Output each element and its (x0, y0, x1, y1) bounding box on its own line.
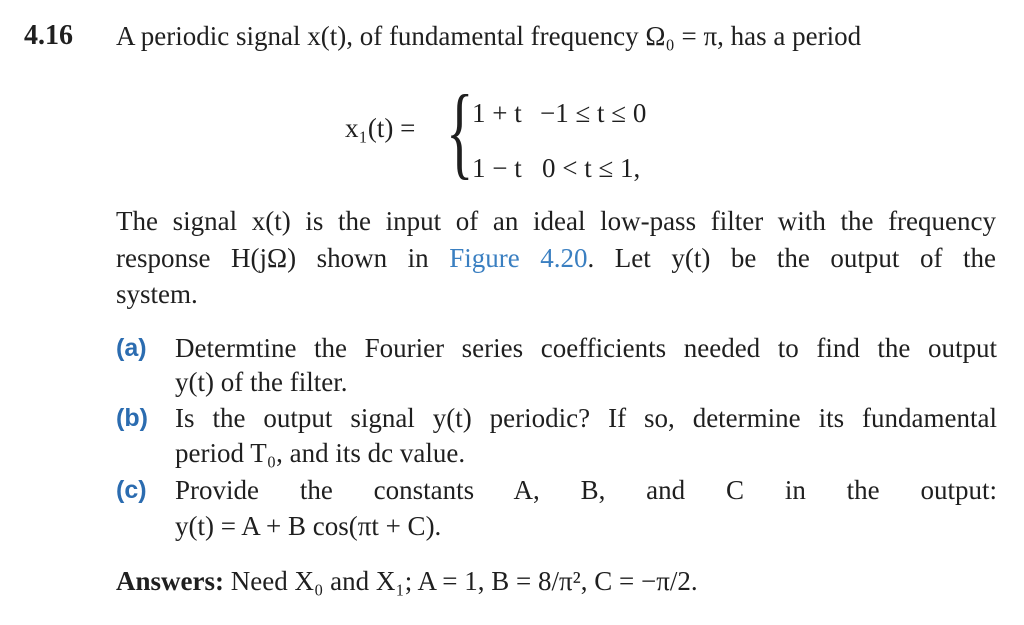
answers-block (116, 563, 698, 599)
case2-expression: 1 − t (472, 153, 522, 183)
paragraph-line-1: The signal x(t) is the input of an ideal low-pass filter with the frequency (116, 206, 996, 236)
part-c-line-1: Provide the constants A, B, and C in the output: (175, 475, 997, 505)
part-c-line-2: y(t) = A + B cos(πt + C). (175, 511, 442, 541)
paragraph-line-2-end: . Let y(t) be the output of the (587, 243, 996, 273)
part-b-line-2: period T₀, and its dc value. (175, 438, 466, 468)
case1-condition: −1 ≤ t ≤ 0 (540, 98, 647, 128)
case2-condition: 0 < t ≤ 1, (542, 153, 641, 183)
problem-number: 4.16 (24, 20, 73, 51)
part-a-line-1: Determtine the Fourier series coefficients needed to find the output (175, 333, 997, 363)
equation-lhs: x₁(t) = (345, 113, 416, 143)
figure-link[interactable]: Figure 4.20 (449, 243, 588, 273)
case1-expression: 1 + t (472, 98, 522, 128)
part-a-line-2: y(t) of the filter. (175, 367, 348, 397)
paragraph-line-3: system. (116, 279, 198, 309)
paragraph-line-2-start: response H(jΩ) shown in (116, 243, 450, 273)
part-b-label: (b) (116, 404, 148, 432)
paragraph-line-2 (116, 240, 996, 276)
part-b-line-1: Is the output signal y(t) periodic? If so, determine its fundamental (175, 403, 997, 433)
answers-label: Answers: (116, 566, 224, 596)
part-a-label: (a) (116, 334, 147, 362)
answers-text: Need X₀ and X₁; A = 1, B = 8/π², C = −π/2. (230, 566, 698, 596)
part-c-label: (c) (116, 476, 147, 504)
problem-intro: A periodic signal x(t), of fundamental frequency Ω₀ = π, has a period (116, 21, 862, 51)
left-brace-icon: { (446, 74, 474, 189)
